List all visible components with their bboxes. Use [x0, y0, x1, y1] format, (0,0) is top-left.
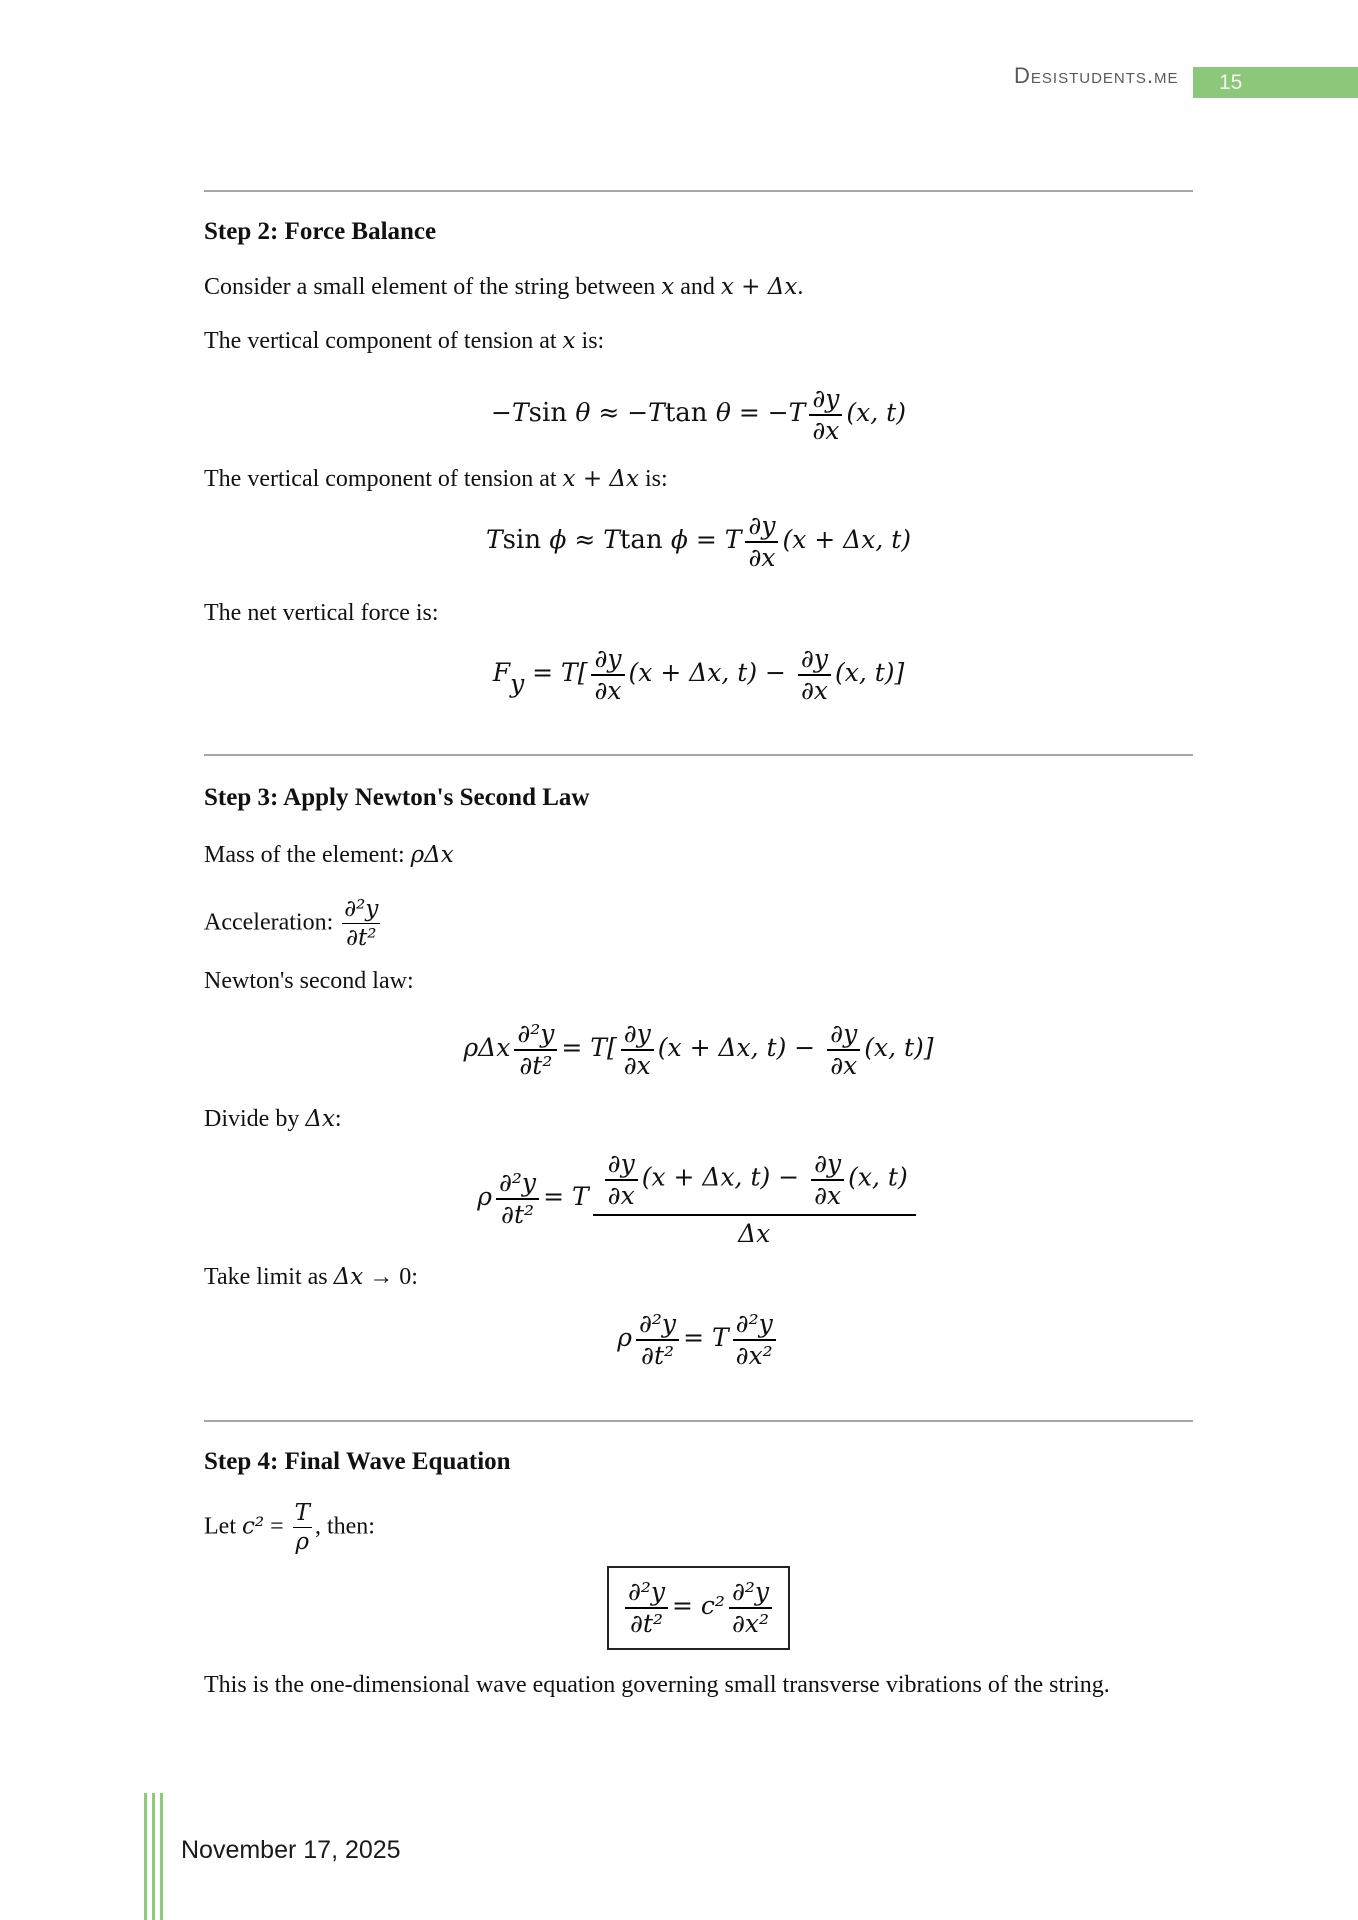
fraction-numerator: ∂y	[827, 1020, 860, 1051]
math-run: Δx	[305, 1106, 335, 1132]
equation-limit	[204, 1310, 1193, 1370]
text-run: Mass of the element:	[204, 842, 411, 868]
fraction-numerator: ∂²y	[342, 896, 380, 924]
math-run: = T[	[561, 1032, 617, 1062]
paragraph-limit	[204, 1262, 1193, 1293]
step2-heading: Step 2: Force Balance	[204, 218, 437, 245]
operator-run: tan	[619, 524, 671, 555]
fraction-numerator: ∂y	[621, 1020, 654, 1051]
equation-wave-boxed	[204, 1566, 1193, 1650]
fraction-numerator: ∂y	[605, 1150, 638, 1181]
accent-bar	[160, 1793, 163, 1920]
text-run: → 0:	[363, 1264, 418, 1290]
operator-run: sin	[502, 524, 550, 555]
text-run: Let	[204, 1513, 242, 1540]
fraction	[733, 1310, 776, 1370]
fraction	[809, 385, 842, 445]
fraction-numerator: ∂²y	[636, 1310, 679, 1341]
fraction-denominator: ∂x²	[731, 1609, 770, 1638]
paragraph-mass	[204, 840, 1193, 871]
fraction	[745, 512, 778, 572]
paragraph-tension-x	[204, 326, 1193, 357]
math-run: T	[485, 524, 503, 554]
math-run: (x + Δx, t) −	[657, 1032, 824, 1062]
operator-run: tan	[664, 397, 716, 428]
step3-heading: Step 3: Apply Newton's Second Law	[204, 784, 590, 811]
fraction-numerator: ∂y	[811, 1150, 844, 1181]
big-fraction-denominator: Δx	[738, 1219, 771, 1248]
fraction-numerator: T	[293, 1500, 312, 1528]
fraction	[342, 896, 380, 952]
text-run: and	[674, 274, 721, 300]
math-run: = c²	[672, 1590, 725, 1620]
fraction	[514, 1020, 557, 1080]
paragraph-newton: Newton's second law:	[204, 968, 414, 994]
fraction	[605, 1150, 638, 1210]
fraction-denominator: ∂x²	[735, 1341, 773, 1370]
math-run: Δx	[333, 1264, 364, 1290]
text-run: The vertical component of tension at	[204, 328, 563, 354]
math-run: x + Δx	[720, 274, 798, 300]
math-run: ϕ ≈ T	[549, 524, 620, 554]
math-run: (x, t)]	[834, 657, 905, 687]
text-run: .	[797, 274, 804, 300]
math-run: x	[562, 328, 576, 354]
paragraph-consider	[204, 272, 1193, 303]
fraction-denominator: ∂x	[607, 1181, 635, 1210]
text-run: Divide by	[204, 1106, 306, 1132]
math-run: (x, t)]	[864, 1032, 934, 1062]
fraction-denominator: ∂t²	[629, 1609, 663, 1638]
fraction-denominator: ∂x	[594, 676, 622, 705]
accent-bar	[144, 1793, 147, 1920]
fraction-numerator: ∂²y	[733, 1310, 776, 1341]
fraction-denominator: ∂t²	[519, 1051, 553, 1080]
text-run: is:	[639, 466, 668, 492]
page-number-badge	[1193, 67, 1358, 98]
math-run: = T	[543, 1181, 589, 1211]
text-run: Acceleration:	[204, 909, 340, 936]
math-run: (x + Δx, t) −	[628, 657, 794, 687]
text-run: Take limit as	[204, 1264, 334, 1290]
section-divider-1	[204, 190, 1193, 192]
fraction-numerator: ∂y	[591, 645, 624, 676]
text-run: Consider a small element of the string between	[204, 274, 662, 300]
math-run: F	[492, 657, 511, 687]
paragraph-acceleration	[204, 896, 1193, 952]
text-run: is:	[575, 328, 605, 354]
math-run: (x + Δx, t) −	[641, 1162, 808, 1192]
paragraph-let	[204, 1500, 1193, 1556]
fraction-numerator: ∂y	[745, 512, 778, 543]
fraction-denominator: ∂x	[814, 1181, 842, 1210]
fraction-denominator: ∂x	[812, 416, 840, 445]
fraction	[496, 1169, 539, 1229]
fraction-numerator: ∂²y	[514, 1020, 557, 1051]
fraction-denominator: ∂t²	[501, 1200, 535, 1229]
step4-heading: Step 4: Final Wave Equation	[204, 1448, 511, 1475]
math-run: ϕ = T	[670, 524, 742, 554]
fraction	[621, 1020, 654, 1080]
math-run: θ ≈ −T	[575, 397, 665, 427]
text-run: The vertical component of tension at	[204, 466, 563, 492]
fraction-denominator: ρ	[295, 1529, 310, 1556]
footer-date: November 17, 2025	[181, 1836, 401, 1864]
operator-run: sin	[528, 397, 576, 428]
fraction	[798, 645, 831, 705]
fraction	[293, 1500, 312, 1556]
equation-tension-x	[204, 385, 1193, 445]
subscript-run: y	[510, 669, 525, 699]
math-run: θ = −T	[715, 397, 806, 427]
math-run: ρΔx	[463, 1032, 511, 1062]
big-fraction	[593, 1150, 916, 1248]
math-run: (x, t)	[848, 1162, 908, 1192]
paragraph-tension-dx	[204, 464, 1193, 495]
fraction-denominator: ∂x	[748, 543, 776, 572]
math-run: ρ	[617, 1322, 632, 1352]
equation-tension-dx	[204, 512, 1193, 572]
math-run: ρ	[477, 1181, 492, 1211]
section-divider-2	[204, 754, 1193, 756]
math-run: (x, t)	[846, 397, 906, 427]
fraction-numerator: ∂y	[798, 645, 831, 676]
big-fraction-numerator	[593, 1150, 916, 1216]
fraction-numerator: ∂y	[809, 385, 842, 416]
equation-divided	[204, 1150, 1193, 1248]
math-run: ρΔx	[410, 842, 454, 868]
footer-accent-bars	[144, 1793, 163, 1920]
fraction-denominator: ∂x	[623, 1051, 651, 1080]
fraction	[591, 645, 624, 705]
fraction-denominator: ∂x	[830, 1051, 858, 1080]
fraction	[811, 1150, 844, 1210]
fraction	[625, 1578, 668, 1638]
text-run: =	[264, 1513, 290, 1540]
fraction	[729, 1578, 772, 1638]
fraction-denominator: ∂t²	[346, 925, 377, 952]
math-run: c²	[241, 1513, 265, 1540]
equation-box	[607, 1566, 790, 1650]
accent-bar	[152, 1793, 155, 1920]
math-run: (x + Δx, t)	[782, 524, 912, 554]
math-run: −T	[491, 397, 529, 427]
text-run: :	[334, 1106, 342, 1132]
paragraph-net-force: The net vertical force is:	[204, 600, 439, 626]
fraction-denominator: ∂x	[800, 676, 828, 705]
section-divider-3	[204, 1420, 1193, 1422]
page-number: 15	[1219, 71, 1243, 94]
text-run: , then:	[314, 1513, 375, 1540]
math-run: = T	[683, 1322, 729, 1352]
fraction-denominator: ∂t²	[641, 1341, 675, 1370]
fraction-numerator: ∂²y	[625, 1578, 668, 1609]
site-name: Desistudents.me	[1014, 63, 1179, 88]
paragraph-conclusion: This is the one-dimensional wave equation governing small transverse vibrations of the string.	[204, 1672, 1110, 1698]
fraction	[827, 1020, 860, 1080]
fraction	[636, 1310, 679, 1370]
equation-newton	[204, 1020, 1193, 1080]
fraction-numerator: ∂²y	[496, 1169, 539, 1200]
paragraph-divide	[204, 1104, 1193, 1135]
math-run: x + Δx	[562, 466, 639, 492]
math-run: x	[661, 274, 675, 300]
math-run: = T[	[524, 657, 588, 687]
fraction-numerator: ∂²y	[729, 1578, 772, 1609]
equation-net-force	[204, 645, 1193, 705]
